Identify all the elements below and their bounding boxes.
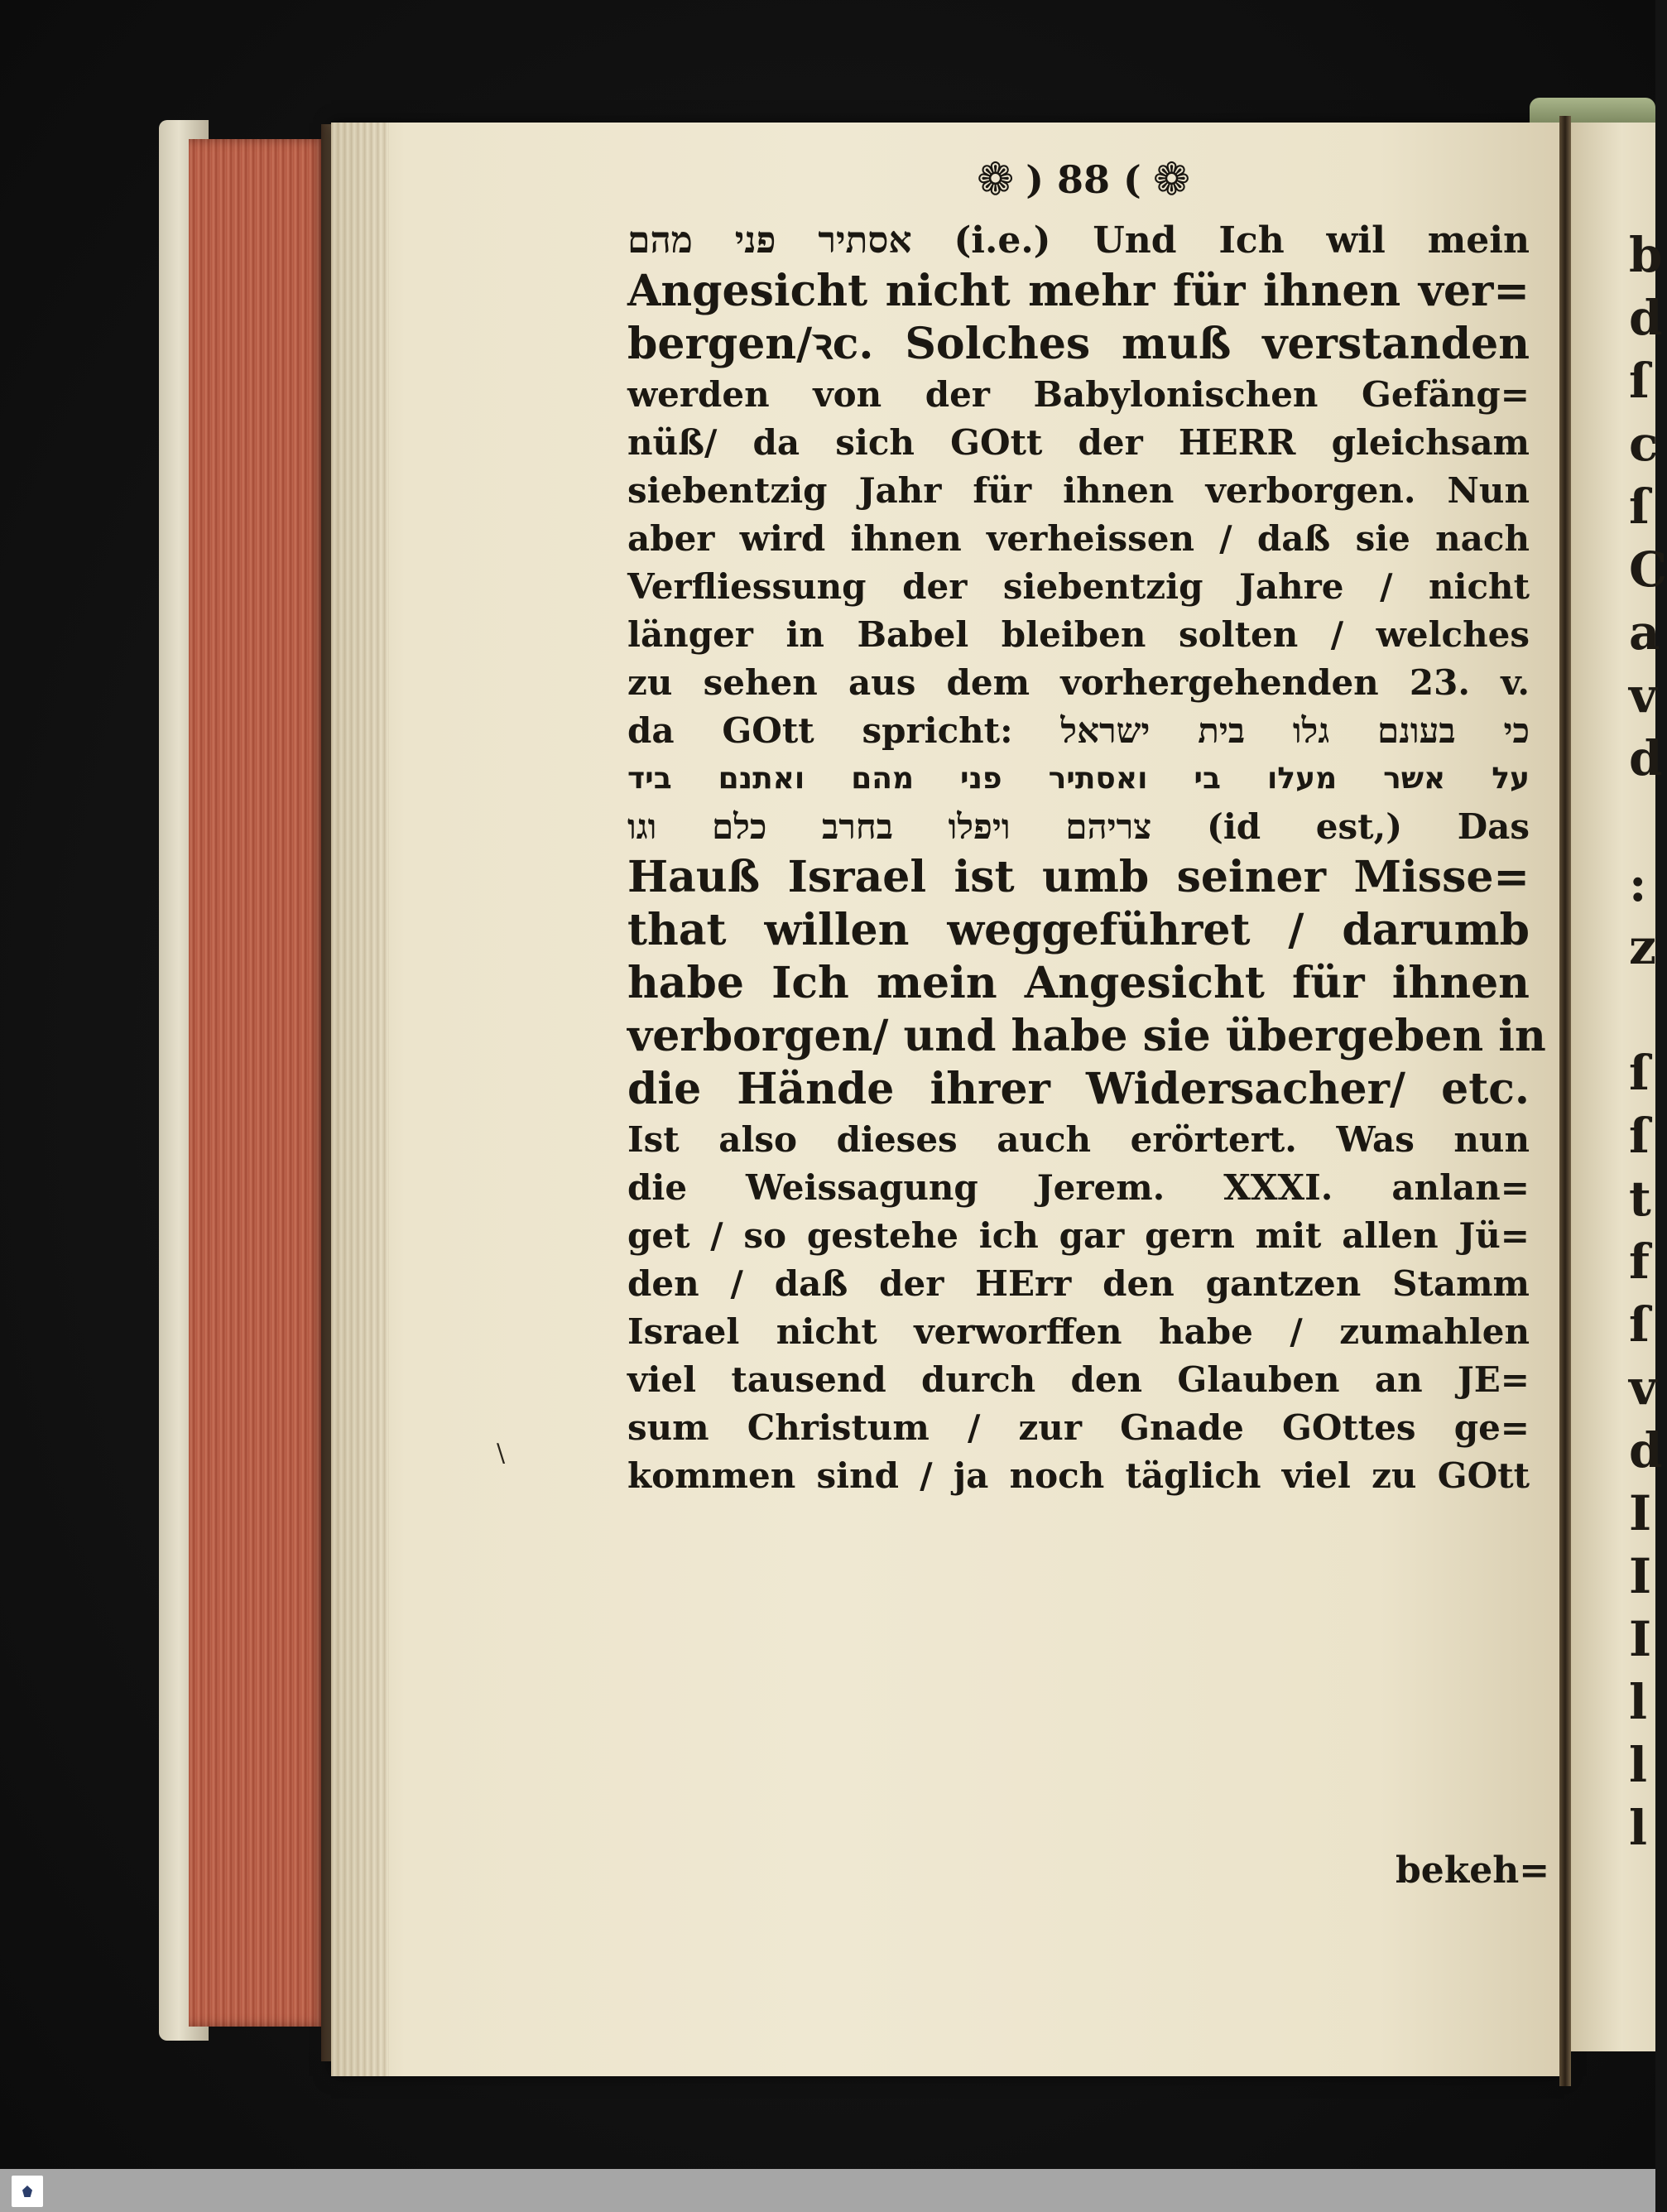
text-line: צריהם ויפלו בחרב כלם וגו (id est,) Das [627,806,1530,847]
flourish-left-icon: ❁ [977,153,1015,205]
text-line: da GOtt spricht: כי בעונם גלו בית ישראל [627,710,1530,751]
logo-shield-icon [22,2186,32,2197]
text-line: länger in Babel bleiben solten / welches [627,614,1530,655]
page-number: ) 88 ( [1026,157,1141,202]
text-line: zu sehen aus dem vorhergehenden 23. v. [627,662,1530,703]
page-edges-red [189,139,325,2027]
page-stack-edge [331,123,389,2076]
text-line: get / so gestehe ich gar gern mit allen Jü= [627,1215,1530,1256]
page-header [977,153,1191,205]
text-line: kommen sind / ja noch täglich viel zu GOtt [627,1455,1530,1496]
text-line: bergen/ꝛc. Solches muß verstanden [627,319,1530,369]
text-line: אסתיר פני מהם (i.e.) Und Ich wil mein [627,219,1530,262]
text-line: die Weissagung Jerem. XXXI. anlan= [627,1167,1530,1208]
catchword: bekeh= [1396,1849,1550,1892]
text-line: aber wird ihnen verheissen / daß sie nach [627,518,1530,559]
hebrew-line: על אשר מעלו בי ואסתיר פני מהם ואתנם ביד [627,762,1530,796]
margin-mark: \ [497,1439,506,1468]
text-line: habe Ich mein Angesicht für ihnen [627,958,1530,1008]
book-gutter [1559,116,1571,2086]
text-line: siebentzig Jahr für ihnen verborgen. Nun [627,470,1530,511]
text-line: Ist also dieses auch erörtert. Was nun [627,1119,1530,1160]
facing-page-text: b d ſ c ſ C a v d : z ſ ſ t f ſ v d I I I l l l [1629,227,1667,1856]
text-line: den / daß der HErr den gantzen Stamm [627,1263,1530,1304]
flourish-right-icon: ❁ [1152,153,1191,205]
library-logo-icon[interactable] [12,2176,43,2207]
text-line: Hauß Israel ist umb seiner Misse= [627,852,1530,902]
text-line: verborgen/ und habe sie übergeben in [627,1011,1546,1061]
text-line: that willen weggeführet / darumb [627,905,1530,955]
text-line: werden von der Babylonischen Gefäng= [627,374,1530,415]
text-line: Israel nicht verworffen habe / zumahlen [627,1311,1530,1352]
body-text [627,217,1546,1500]
text-line: sum Christum / zur Gnade GOttes ge= [627,1407,1530,1448]
bookmark-ribbon [1530,98,1655,123]
text-line: nüß/ da sich GOtt der HERR gleichsam [627,422,1530,463]
viewer-footer-bar [0,2169,1655,2212]
text-line: Verfliessung der siebentzig Jahre / nicht [627,566,1530,607]
text-line: viel tausend durch den Glauben an JE= [627,1359,1530,1400]
text-line: Angesicht nicht mehr für ihnen ver= [627,266,1530,316]
text-line: die Hände ihrer Widersacher/ etc. [627,1064,1530,1114]
